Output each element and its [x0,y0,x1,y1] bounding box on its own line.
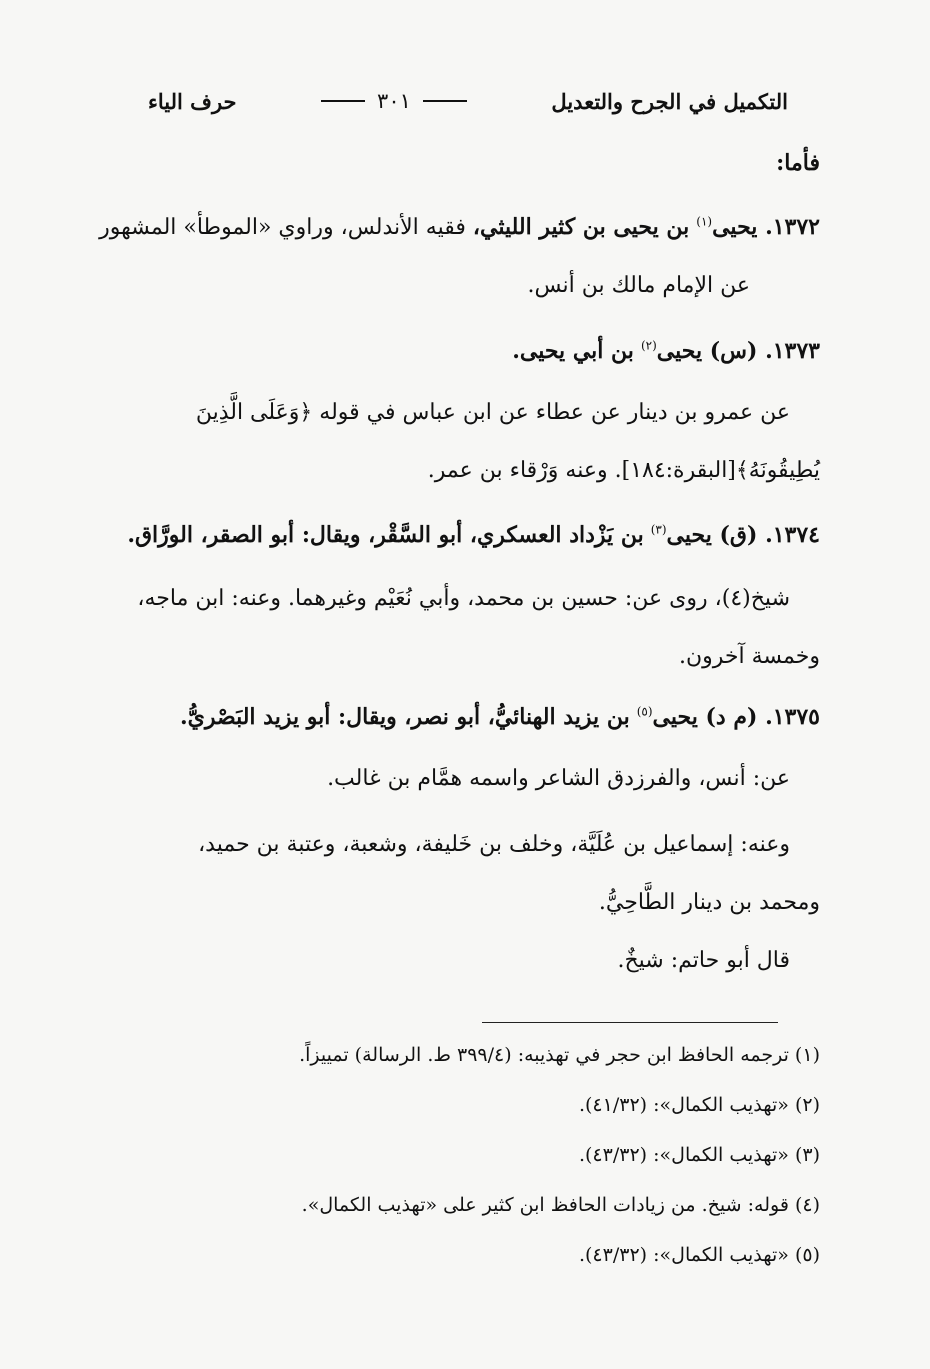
entry-1374: ١٣٧٤. (ق) يحيى$^{(٣)}$ بن يَزْداد العسكري، أبو السَّقْر، ويقال: أبو الصقر، الورَّاق. [127,522,820,548]
entry-body-continued: ومحمد بن دينار الطَّاحِيُّ. [598,890,820,915]
entry-body-continued: يُطِيقُونَهُ﴾[البقرة:١٨٤]. وعنه وَرْقاء بن عمر. [427,458,820,483]
book-title: التكميل في الجرح والتعديل [551,88,788,114]
footnote-ref: (٣) [650,522,667,537]
footnote-2: (٢) «تهذيب الكمال»: (٤١/٣٢). [578,1094,820,1116]
entry-heading-rest: بن أبي يحيى. [512,338,634,364]
page-number: ٣٠١ [377,89,411,113]
entry-1373: ١٣٧٣. (س) يحيى$^{(٢)}$ بن أبي يحيى. [512,338,820,364]
entry-heading: يحيى [712,214,758,240]
running-header [148,84,788,118]
footnote-ref: (١) [696,214,713,229]
entry-heading: (م د) يحيى [652,704,758,730]
entry-1373-body [96,384,820,500]
entry-body-continued: وخمسة آخرون. [679,644,820,669]
footnote-4: (٤) قوله: شيخ. من زيادات الحافظ ابن كثير على «تهذيب الكمال». [301,1194,820,1216]
entry-body: عن عمرو بن دينار عن عطاء عن ابن عباس في قوله ﴿وَعَلَى الَّذِينَ [195,400,790,425]
chapter-title: حرف الياء [148,88,237,114]
entry-body-continued: قال أبو حاتم: شيخٌ. [617,948,790,973]
entry-1375: ١٣٧٥. (م د) يحيى$^{(٥)}$ بن يزيد الهنائيُّ، أبو نصر، ويقال: أبو يزيد البَصْريُّ. [179,704,820,730]
entry-heading: (ق) يحيى [666,522,758,548]
entry-number: ١٣٧٤ [772,522,820,548]
footnote-5: (٥) «تهذيب الكمال»: (٤٣/٣٢). [578,1244,820,1266]
header-dash [321,100,365,102]
entry-body-continued: عن الإمام مالك بن أنس. [527,273,750,298]
footnote-ref: (٢) [640,338,657,353]
footnote-3: (٣) «تهذيب الكمال»: (٤٣/٣٢). [578,1144,820,1166]
entry-1374-body [96,570,820,686]
entry-1375-body [96,750,820,808]
entry-1372: ١٣٧٢. يحيى$^{(١)}$ بن يحيى بن كثير الليثي، فقيه الأندلس، وراوي «الموطأ» المشهور عن الإمام مالك بن أنس. [96,198,820,315]
footnote-1: (١) ترجمه الحافظ ابن حجر في تهذيبه: (٣٩٩/٤ ط. الرسالة) تمييزاً. [299,1044,820,1066]
entry-heading-rest: بن يحيى بن كثير الليثي، [472,214,690,240]
entry-heading-rest: بن يزيد الهنائيُّ، أبو نصر، ويقال: أبو يزيد البَصْريُّ. [179,704,630,730]
entry-heading: (س) يحيى [656,338,758,364]
entry-heading-rest: بن يَزْداد العسكري، أبو السَّقْر، ويقال: أبو الصقر، الورَّاق. [127,522,644,548]
footnote-ref: (٥) [636,704,653,719]
page-number-group [321,89,467,113]
intro-text: فأما: [776,150,820,176]
entry-1375-body-2 [96,816,820,990]
entry-number: ١٣٧٥ [772,704,820,730]
header-dash [423,100,467,102]
entry-body: شيخ(٤)، روى عن: حسين بن محمد، وأبي نُعَيْم وغيرهما. وعنه: ابن ماجه، [137,586,790,611]
entry-number: ١٣٧٢ [772,214,820,240]
entry-body: عن: أنس، والفرزدق الشاعر واسمه همَّام بن غالب. [327,766,790,791]
entry-body-continued: وعنه: إسماعيل بن عُلَيَّة، وخلف بن خَليفة، وشعبة، وعتبة بن حميد، [198,832,790,857]
entry-body: فقيه الأندلس، وراوي «الموطأ» المشهور [99,215,466,240]
entry-number: ١٣٧٣ [772,338,820,364]
footnotes [100,1030,820,1280]
footnote-separator [482,1022,778,1023]
